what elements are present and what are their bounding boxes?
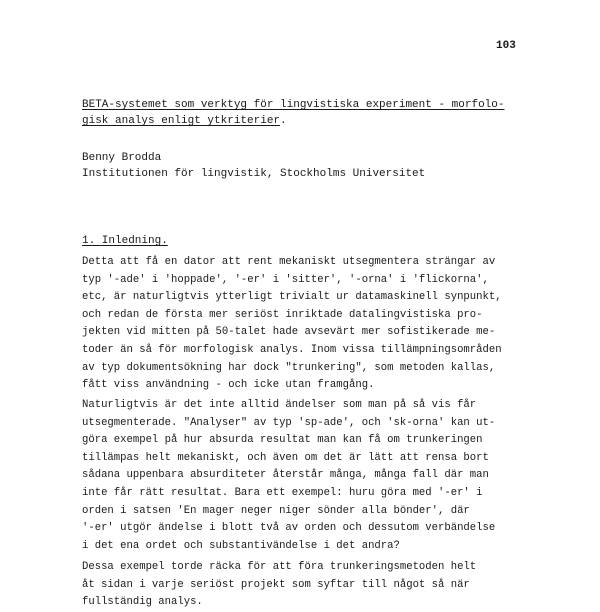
text-line: typ '-ade' i 'hoppade', '-er' i 'sitter', '-orna' i 'flickorna',	[82, 273, 489, 286]
author-block	[82, 150, 425, 182]
text-line: av typ dokumentsökning har dock "trunkering", som metoden kallas,	[82, 361, 496, 374]
author-affiliation: Institutionen för lingvistik, Stockholms Universitet	[82, 168, 426, 180]
text-line: Detta att få en dator att rent mekaniskt utsegmentera strängar av	[82, 256, 496, 268]
text-line: toder än så för morfologisk analys. Inom vissa tillämpningsområden	[82, 343, 502, 356]
section-heading: 1. Inledning.	[82, 235, 168, 247]
title-period: .	[280, 115, 287, 127]
text-line: Naturligtvis är det inte alltid ändelser som man på så vis får	[82, 399, 477, 411]
title-line-2: gisk analys enligt ytkriterier	[82, 115, 281, 127]
text-line: inte får rätt resultat. Bara ett exempel: huru göra med '-er' i	[82, 486, 483, 499]
text-line: jekten vid mitten på 50-talet hade avsevärt mer sofistikerade me-	[82, 326, 496, 339]
paper-title	[82, 97, 532, 129]
text-line: Dessa exempel torde räcka för att föra trunkeringsmetoden helt	[82, 561, 477, 573]
text-line: och redan de första mer seriöst inriktade datalingvistiska pro-	[82, 308, 483, 321]
paragraph-1	[82, 254, 527, 395]
page-number: 103	[496, 40, 516, 52]
paragraph-2	[82, 397, 527, 555]
text-line: sådana uppenbara absurditeter återstår många, många fall där man	[82, 469, 489, 482]
author-name: Benny Brodda	[82, 152, 162, 164]
title-line-1: BETA-systemet som verktyg för lingvistiska experiment - morfolo-	[82, 99, 505, 111]
text-line: fått viss användning - och icke utan framgång.	[82, 379, 375, 392]
text-line: '-er' utgör ändelse i blott två av orden och dessutom verbändelse	[82, 522, 496, 535]
paragraph-3	[82, 559, 527, 612]
text-line: etc, är naturligtvis ytterligt trivialt ur datamaskinell synpunkt,	[82, 291, 502, 304]
text-line: tillämpas helt mekaniskt, och även om det är lätt att rensa bort	[82, 451, 489, 464]
text-line: fullständig analys.	[82, 596, 203, 609]
text-line: i det ena ordet och substantivändelse i det andra?	[82, 539, 400, 552]
text-line: göra exempel på hur absurda resultat man kan få om trunkeringen	[82, 434, 483, 447]
text-line: åt sidan i varje seriöst projekt som syftar till något så när	[82, 578, 470, 591]
text-line: orden i satsen 'En mager neger niger sönder alla bönder', där	[82, 504, 470, 517]
text-line: utsegmenterade. "Analyser" av typ 'sp-ade', och 'sk-orna' kan ut-	[82, 416, 496, 429]
